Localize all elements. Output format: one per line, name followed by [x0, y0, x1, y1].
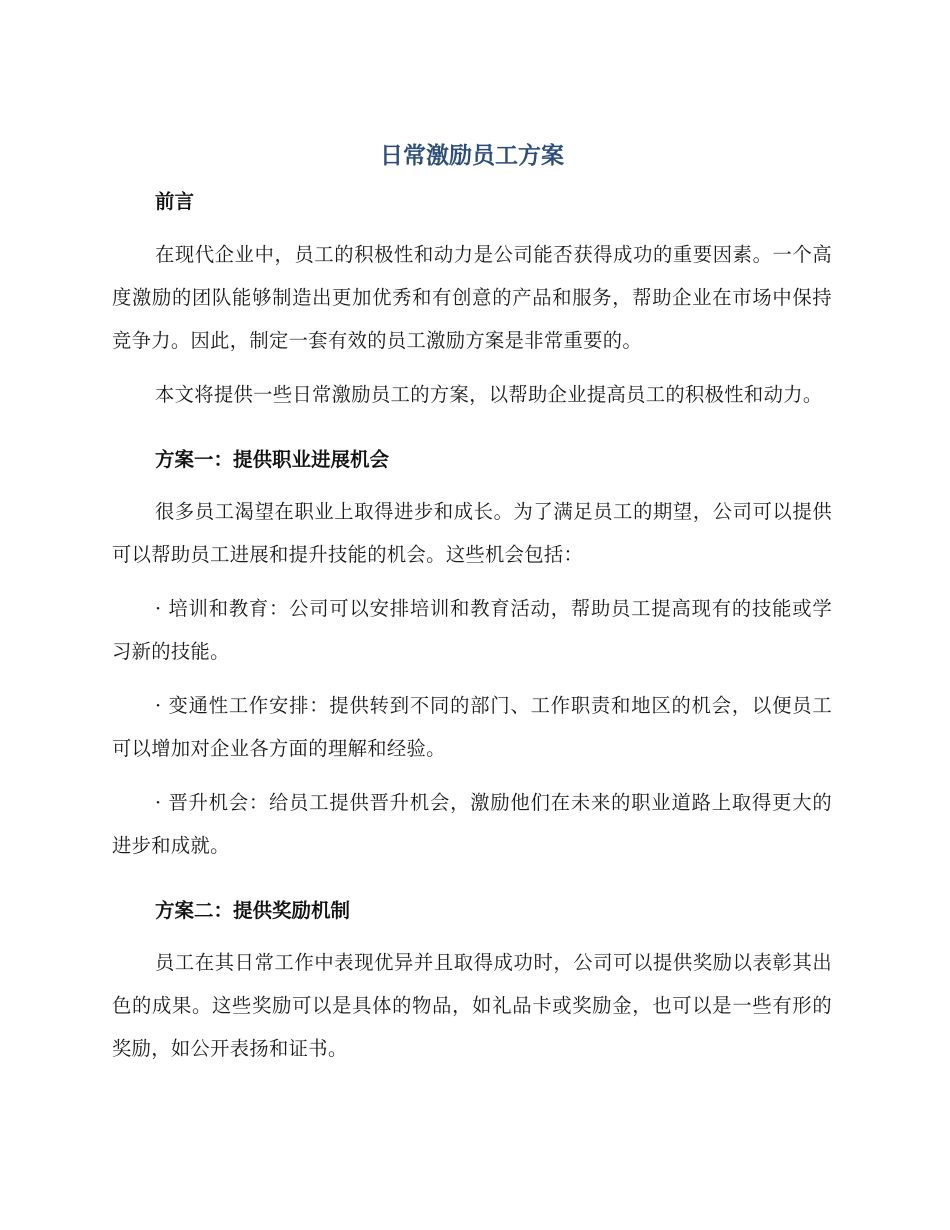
plan2-heading: 方案二：提供奖励机制: [155, 898, 351, 922]
preface-heading: 前言: [155, 190, 195, 214]
plan2-paragraph: 员工在其日常工作中表现优异并且取得成功时，公司可以提供奖励以表彰其出色的成果。这些奖励可以是具体的物品，如礼品卡或奖励金，也可以是一些有形的奖励，如公开表扬和证书。: [112, 951, 832, 1061]
preface-paragraph-2: 本文将提供一些日常激励员工的方案，以帮助企业提高员工的积极性和动力。: [155, 382, 823, 406]
plan1-intro-paragraph: 很多员工渴望在职业上取得进步和成长。为了满足员工的期望，公司可以提供可以帮助员工进展和提升技能的机会。这些机会包括：: [112, 499, 832, 566]
document-title: 日常激励员工方案: [380, 143, 564, 169]
plan1-heading: 方案一：提供职业进展机会: [155, 447, 390, 471]
plan1-bullet-training: · 培训和教育：公司可以安排培训和教育活动，帮助员工提高现有的技能或学习新的技能。: [112, 596, 832, 663]
document-page: [112, 140, 832, 1081]
plan1-bullet-promotion: · 晋升机会：给员工提供晋升机会，激励他们在未来的职业道路上取得更大的进步和成就。: [112, 790, 832, 857]
preface-paragraph-1: 在现代企业中，员工的积极性和动力是公司能否获得成功的重要因素。一个高度激励的团队能够制造出更加优秀和有创意的产品和服务，帮助企业在市场中保持竞争力。因此，制定一套有效的员工激励方案是非常重要的。: [112, 242, 832, 352]
plan1-bullet-flexible-work: · 变通性工作安排：提供转到不同的部门、工作职责和地区的机会，以便员工可以增加对企业各方面的理解和经验。: [112, 693, 832, 760]
